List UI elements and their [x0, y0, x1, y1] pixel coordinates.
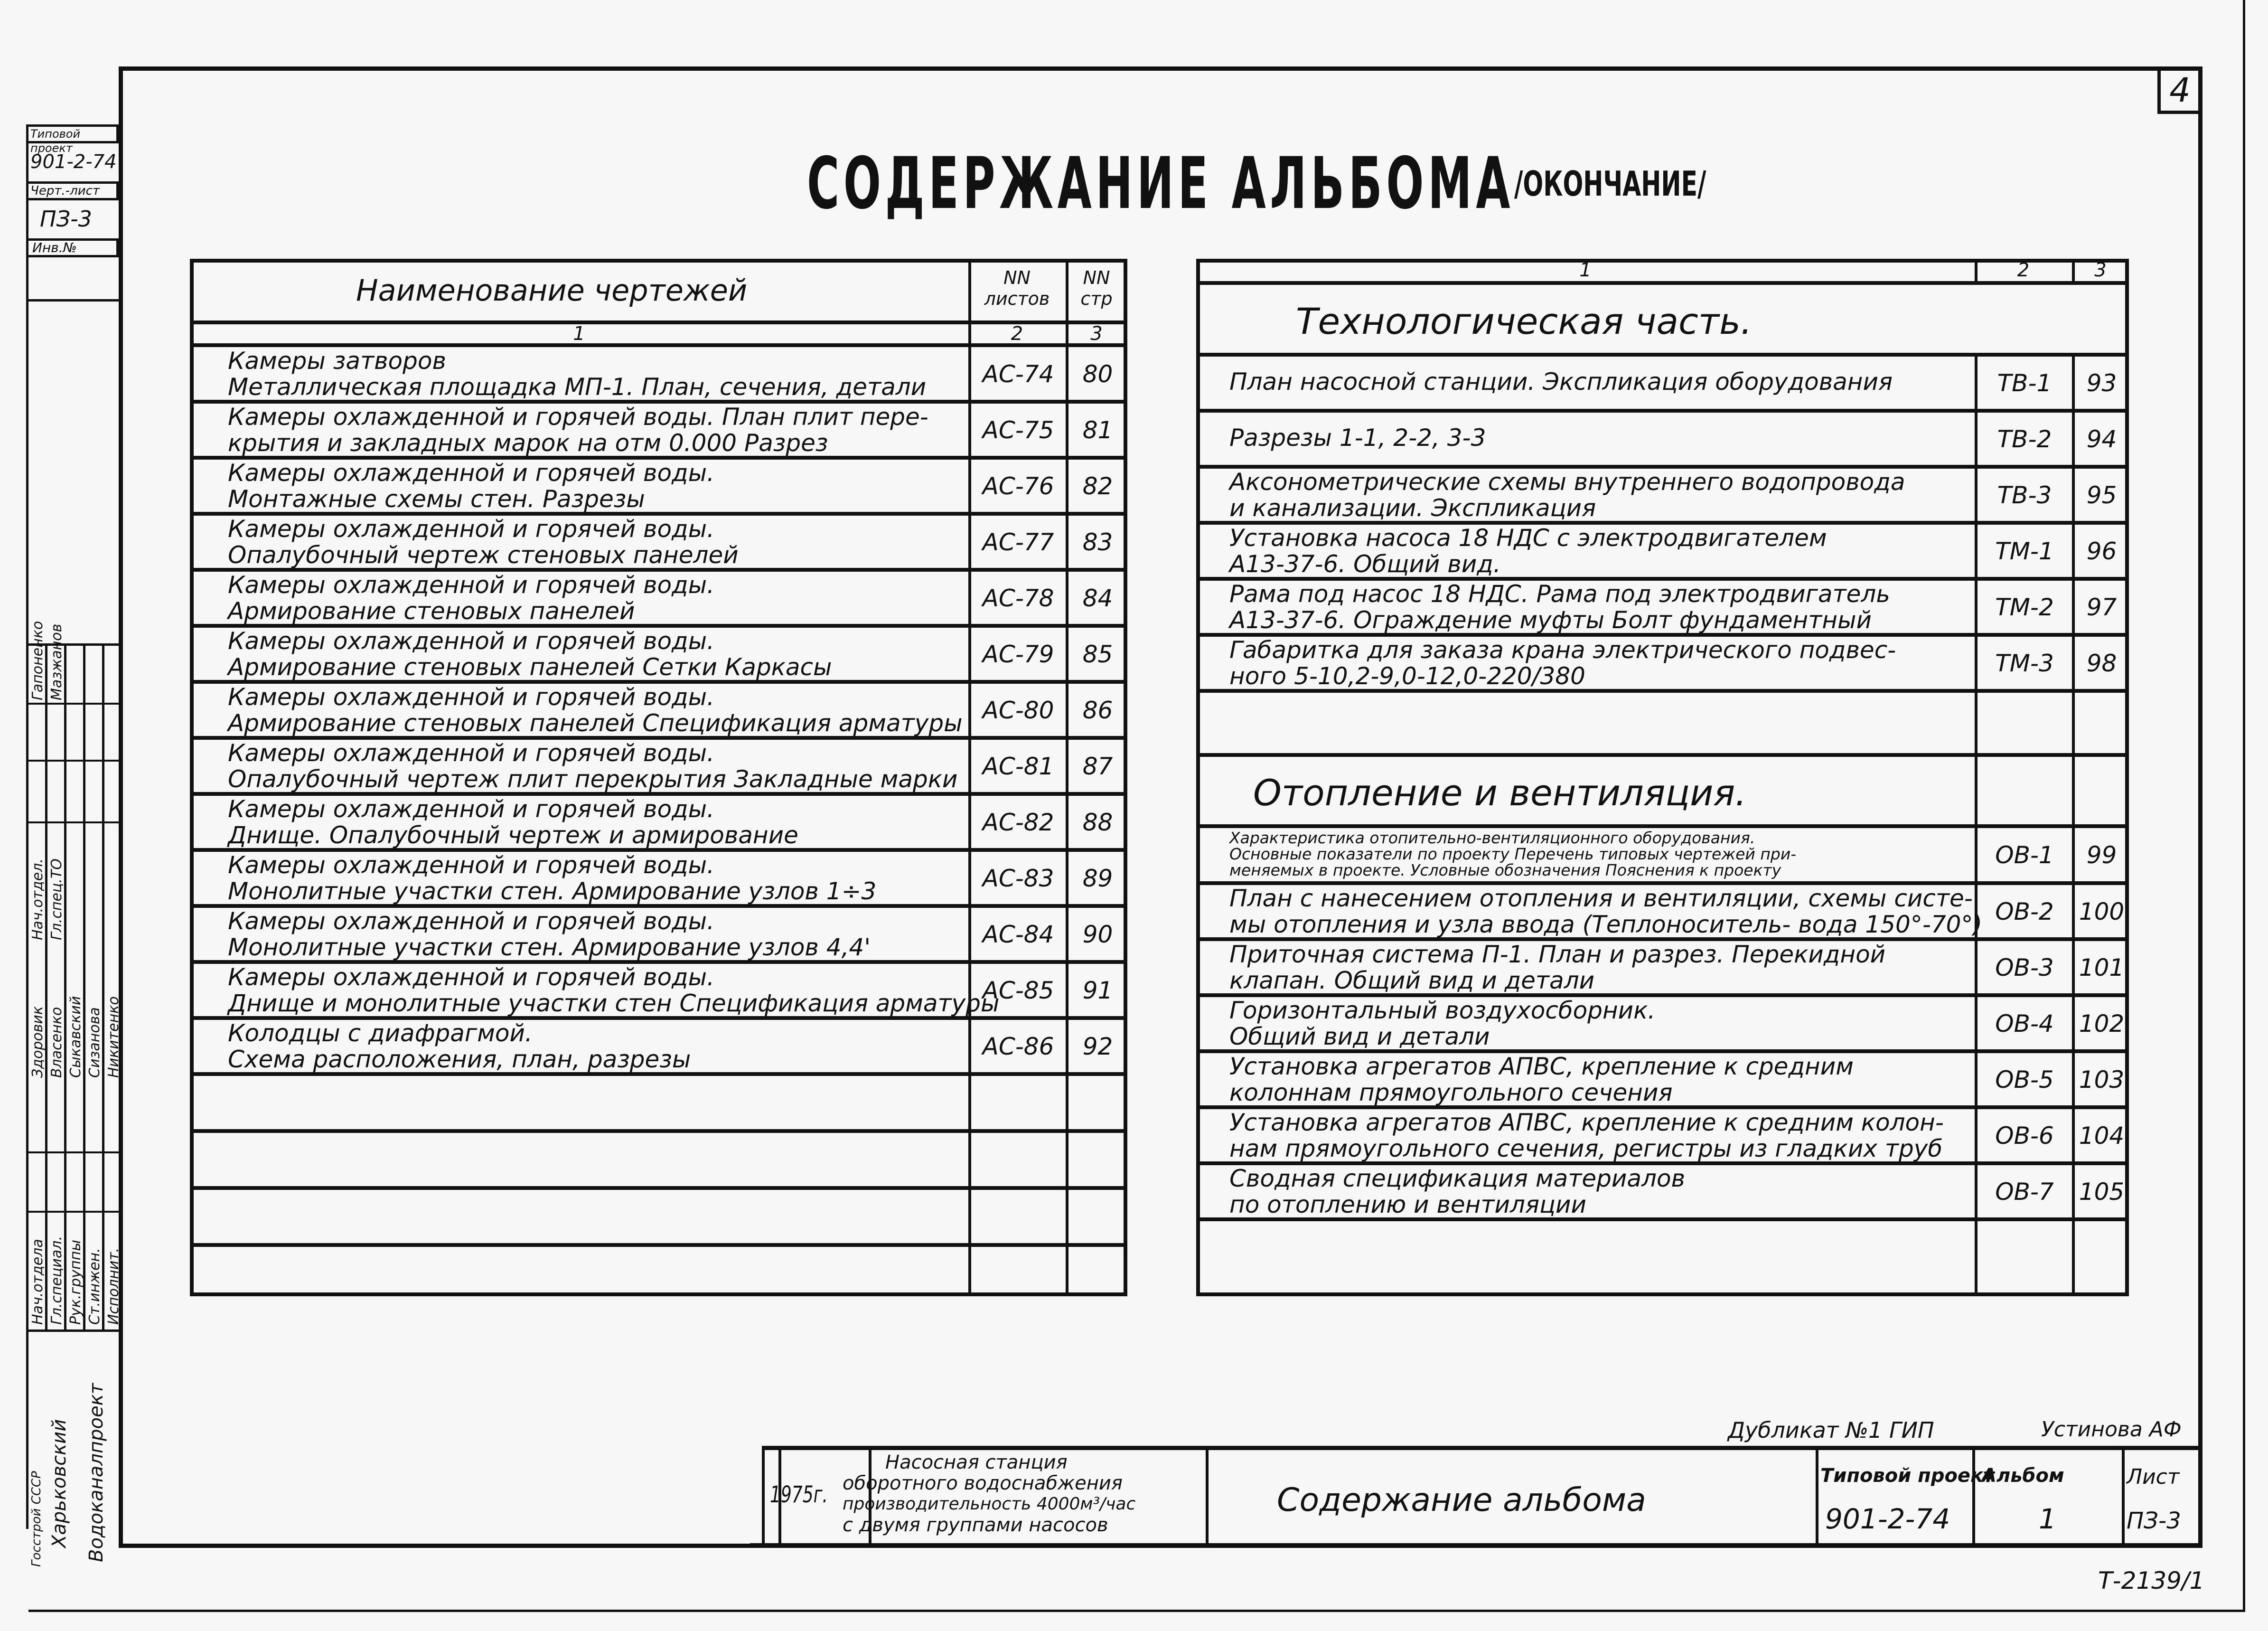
sheet-code: ОВ-1 [1995, 841, 2054, 869]
sheet-code: ОВ-5 [1995, 1066, 2054, 1094]
drawing-name-line: Металлическая площадка МП-1. План, сечения, детали [228, 373, 927, 401]
left-table-header-divider [190, 321, 1127, 324]
title-block-left-line [762, 1446, 765, 1546]
drawing-name [228, 572, 964, 624]
side-stamp-col-line [64, 643, 66, 1329]
drawing-name [228, 852, 964, 905]
side-stamp-col-line [83, 643, 85, 1329]
right-table-colnum-2: 2 [2017, 259, 2030, 281]
drawing-name-line: колоннам прямоугольного сечения [1229, 1079, 1673, 1106]
right-table-col-line [2072, 939, 2075, 995]
title-block-sheet-title: Содержание альбома [1277, 1481, 1646, 1519]
table-row [190, 570, 1127, 626]
right-table-colnum-3: 3 [2094, 259, 2107, 281]
page-number: 87 [1082, 753, 1113, 780]
drawing-name-line: Монолитные участки стен. Армирование узлов 4,4' [228, 933, 871, 961]
drawing-name-line: Армирование стеновых панелей [228, 597, 635, 625]
drawing-name-line: Рама под насос 18 НДС. Рама под электродвигатель [1229, 580, 1890, 608]
drawing-name [1229, 1166, 1970, 1218]
page-number: 97 [2086, 594, 2117, 621]
side-stamp-row-line [26, 821, 119, 823]
title-block-col-line [1816, 1446, 1818, 1546]
drawing-name-line: Камеры охлажденной и горячей воды. [228, 963, 714, 991]
drawing-name-line: мы отопления и узла ввода (Теплоноситель- вода 150°-70°) [1229, 911, 1982, 938]
right-table-col-line [2072, 1107, 2075, 1163]
sheet-code: ТВ-1 [1997, 369, 2052, 397]
drawing-name-line: Монолитные участки стен. Армирование узлов 1÷3 [228, 877, 877, 905]
drawing-name [1229, 1054, 1970, 1106]
left-table-header-name-text: Наименование чертежей [356, 273, 748, 308]
drawing-name-line: Армирование стеновых панелей Спецификация арматуры [228, 709, 963, 737]
drawing-name [228, 460, 964, 512]
sheet-code: ОВ-4 [1995, 1010, 2054, 1037]
right-table-col-line [2072, 1051, 2075, 1107]
section-title: Технологическая часть. [1296, 300, 1753, 342]
section-title: Отопление и вентиляция. [1253, 772, 1747, 814]
right-table-col-line [2072, 355, 2075, 411]
row-divider [1196, 1217, 2129, 1221]
table-row [1196, 1163, 2129, 1219]
right-table-col-line [1975, 355, 1977, 411]
page-number: 86 [1082, 697, 1113, 724]
right-table-col-line [1975, 691, 1977, 755]
right-table-col-line [2072, 467, 2075, 523]
left-contents-table [190, 259, 1127, 1296]
table-row [190, 1018, 1127, 1074]
side-stamp-name-5: Никитенко [105, 996, 122, 1078]
drawing-name-line: клапан. Общий вид и детали [1229, 967, 1595, 994]
page-number: 101 [2079, 954, 2125, 981]
right-table-col-line [1975, 411, 1977, 467]
row-divider [190, 1072, 1127, 1076]
table-row [190, 682, 1127, 738]
drawing-name-line: Монтажные схемы стен. Разрезы [228, 485, 645, 513]
table-row [1196, 826, 2129, 883]
drawing-name-line: Приточная система П-1. План и разрез. Перекидной [1229, 941, 1886, 968]
left-table-colnum-3: 3 [1090, 323, 1103, 345]
page-number: 100 [2079, 898, 2125, 925]
left-table-header-pages [1066, 259, 1127, 323]
sheet-code: ОВ-7 [1995, 1178, 2054, 1206]
table-row [1196, 1051, 2129, 1107]
page-number: 99 [2086, 841, 2117, 869]
drawing-name-line: Армирование стеновых панелей Сетки Каркасы [228, 653, 832, 681]
table-row [1196, 579, 2129, 635]
drawing-name-line: План насосной станции. Экспликация оборудования [1229, 368, 1893, 396]
drawing-name-line: Горизонтальный воздухосборник. [1229, 997, 1656, 1024]
drawing-name-line: Камеры охлажденной и горячей воды. [228, 515, 714, 543]
row-divider [1196, 689, 2129, 693]
drawing-name-line: Камеры охлажденной и горячей воды. [228, 627, 714, 655]
title-block-col-line [2122, 1446, 2125, 1546]
sheet-code: ОВ-6 [1995, 1122, 2054, 1150]
drawing-name [1229, 830, 1970, 878]
page-number: 98 [2086, 650, 2117, 677]
side-stamp-col-line [102, 643, 104, 1329]
right-table-col-line-top [2072, 259, 2075, 283]
left-table-header-name [190, 259, 968, 323]
side-stamp-org-3: Водоканалпроект [85, 1383, 107, 1562]
page-number: 104 [2079, 1122, 2125, 1150]
right-table-col-line-top [1975, 259, 1977, 283]
empty-row-divider [1196, 753, 2129, 757]
drawing-name-line: Основные показатели по проекту Перечень типовых чертежей при- [1229, 845, 1797, 863]
table-row [190, 906, 1127, 962]
right-table-col-line [1975, 826, 1977, 883]
right-table-col-line [2072, 755, 2075, 826]
right-table-col-line [1975, 1051, 1977, 1107]
archive-number: Т-2139/1 [2098, 1567, 2205, 1594]
drawing-name-line: А13-37-6. Ограждение муфты Болт фундаментный [1229, 606, 1872, 634]
drawing-name [228, 963, 1000, 1017]
typical-project-value: 901-2-74 [1825, 1503, 1950, 1535]
sheet-code: АС-86 [982, 1033, 1054, 1060]
drawing-name [228, 908, 964, 961]
drawing-name [228, 740, 964, 792]
table-row [1196, 995, 2129, 1051]
side-stamp-project-number: 901-2-74 [30, 151, 117, 173]
drawing-name-line: Камеры охлажденной и горячей воды. [228, 459, 714, 487]
right-table-col-line [2072, 1219, 2075, 1296]
side-stamp-grid-bottom [26, 1329, 119, 1332]
side-stamp-row-line [26, 703, 119, 705]
right-table-col-line [2072, 635, 2075, 691]
left-table-colnum-2: 2 [1011, 323, 1023, 345]
side-stamp-row-line [26, 1151, 119, 1153]
right-contents-table [1196, 259, 2129, 1296]
sheet-code: ТМ-1 [1995, 537, 2054, 565]
side-stamp-extra-name-1: Гапоненко [29, 621, 46, 700]
side-stamp-role-5: Исполнит. [105, 1247, 122, 1325]
sheet-label: Лист [2127, 1465, 2180, 1489]
drawing-name-line: Сводная спецификация материалов [1229, 1165, 1686, 1192]
drawing-name [1229, 469, 1970, 521]
sheet-code: АС-85 [982, 977, 1054, 1004]
drawing-name-line: Камеры охлажденной и горячей воды. [228, 795, 714, 823]
side-stamp-sheet-label-cell [26, 181, 119, 200]
drawing-name [228, 684, 964, 736]
drawing-name-line: План с нанесением отопления и вентиляции, схемы систе- [1229, 885, 1973, 912]
page-number: 80 [1082, 360, 1113, 388]
title-block-project-name [843, 1452, 1203, 1536]
album-value: 1 [2039, 1503, 2056, 1535]
side-stamp-name-1: Здоровик [29, 1006, 46, 1078]
table-row [1196, 1107, 2129, 1163]
right-table-col-line [1975, 1219, 1977, 1296]
gip-name: Устинова АФ [2041, 1417, 2182, 1442]
right-table-col-line [1975, 1163, 1977, 1219]
page-number: 92 [1082, 1033, 1113, 1060]
drawing-name-line: Установка насоса 18 НДС с электродвигателем [1229, 524, 1827, 552]
title-block-col-line [1206, 1446, 1209, 1546]
duplicate-note: Дубликат №1 ГИП [1728, 1417, 1934, 1443]
page-bottom-line [28, 1610, 2244, 1612]
page-number: 93 [2086, 369, 2117, 397]
page-number: 89 [1082, 865, 1113, 892]
left-table-header-sheets-text: NN листов [984, 267, 1050, 309]
side-stamp-row-line [26, 1211, 119, 1213]
table-row [1196, 523, 2129, 579]
drawing-name-line: крытия и закладных марок на отм 0.000 Разрез [228, 429, 828, 457]
right-table-col-line [1975, 939, 1977, 995]
page-number: 103 [2079, 1066, 2125, 1094]
page-number: 84 [1082, 585, 1113, 612]
right-table-col-line [1975, 579, 1977, 635]
side-stamp-left-border [26, 256, 28, 1529]
side-stamp-name-4: Сизанова [86, 1007, 103, 1078]
side-stamp-divider [26, 299, 119, 302]
page-number: 102 [2079, 1010, 2125, 1037]
table-row [190, 794, 1127, 850]
sheet-code: АС-82 [982, 809, 1054, 836]
side-stamp-row-line [26, 760, 119, 762]
table-row [190, 962, 1127, 1018]
page-number: 88 [1082, 809, 1113, 836]
page-number: 91 [1082, 977, 1113, 1004]
drawing-name-line: Камеры охлажденной и горячей воды. План плит пере- [228, 403, 928, 431]
side-stamp-sheet-label: Черт.-лист [30, 184, 100, 198]
table-row [190, 514, 1127, 570]
drawing-name-line: Днище и монолитные участки стен Спецификация арматуры [228, 990, 1000, 1017]
drawing-name-line: Опалубочный чертеж стеновых панелей [228, 541, 739, 569]
page-title-suffix: /ОКОНЧАНИЕ/ [1514, 164, 1706, 204]
page-number: 82 [1082, 472, 1113, 500]
drawing-name-line: Общий вид и детали [1229, 1023, 1490, 1050]
side-stamp-sheet-number: ПЗ-3 [40, 206, 92, 232]
empty-row-divider [190, 1243, 1127, 1247]
sheet-code: АС-83 [982, 865, 1054, 892]
side-stamp-project-label-cell [26, 124, 119, 155]
side-stamp-role-1: Нач.отдела [29, 1239, 46, 1325]
drawing-name-line: Днище. Опалубочный чертеж и армирование [228, 821, 798, 849]
side-stamp-inv-label-cell [26, 238, 119, 257]
page-number: 90 [1082, 921, 1113, 948]
page-number: 85 [1082, 641, 1113, 668]
table-row [190, 626, 1127, 682]
table-row [1196, 411, 2129, 467]
right-table-col-line [2072, 523, 2075, 579]
sheet-code: АС-80 [982, 697, 1054, 724]
title-block-year: 1975г. [770, 1481, 828, 1508]
drawing-name-line: Разрезы 1-1, 2-2, 3-3 [1229, 424, 1486, 452]
right-table-colnum-1: 1 [1579, 259, 1592, 281]
side-stamp-role-2: Гл.специал. [48, 1235, 65, 1325]
side-stamp-extra-role-2: Гл.спец.ТО [48, 858, 65, 940]
drawing-name-line: Камеры охлажденной и горячей воды. [228, 571, 714, 599]
drawing-name-line: Колодцы с диафрагмой. [228, 1019, 533, 1047]
side-stamp-inv-label: Инв.№ [32, 240, 77, 255]
drawing-name-line: Камеры охлажденной и горячей воды. [228, 683, 714, 711]
corner-sheet-number: 4 [2169, 71, 2191, 110]
sheet-code: АС-77 [982, 528, 1054, 556]
table-row [190, 850, 1127, 906]
right-table-col-line [2072, 691, 2075, 755]
side-stamp-name-3: Сыкавский [67, 996, 84, 1078]
drawing-name-line: нам прямоугольного сечения, регистры из гладких труб [1229, 1135, 1943, 1162]
table-row [1196, 939, 2129, 995]
drawing-name [1229, 998, 1970, 1050]
drawing-name [228, 516, 964, 568]
side-stamp-org-1: Госстрой СССР [29, 1471, 44, 1567]
sheet-code: АС-76 [982, 472, 1054, 500]
drawing-name-line: Схема расположения, план, разрезы [228, 1046, 691, 1073]
sheet-code: ТМ-3 [1995, 650, 2054, 677]
drawing-name-line: меняемых в проекте. Условные обозначения Пояснения к проекту [1229, 861, 1781, 879]
title-block-col-line [1972, 1446, 1975, 1546]
page-number: 105 [2079, 1178, 2125, 1206]
right-table-col-line [1975, 995, 1977, 1051]
drawing-name-line: Характеристика отопительно-вентиляционного оборудования. [1229, 829, 1755, 847]
drawing-name-line: Опалубочный чертеж плит перекрытия Закладные марки [228, 765, 958, 793]
right-table-col-line [1975, 1107, 1977, 1163]
drawing-name-line: по отоплению и вентиляции [1229, 1191, 1587, 1218]
drawing-name-line: Установка агрегатов АПВС, крепление к средним колон- [1229, 1109, 1944, 1136]
drawing-name-line: Габаритка для заказа крана электрического подвес- [1229, 636, 1896, 664]
side-stamp-extra-name-2: Мазжанов [48, 623, 65, 700]
sheet-value: ПЗ-3 [2127, 1508, 2181, 1534]
right-table-col-line [1975, 755, 1977, 826]
side-stamp-sheet-number-cell [26, 200, 119, 238]
drawing-name [228, 628, 964, 680]
sheet-code: АС-74 [982, 360, 1054, 388]
title-block-top-line [762, 1446, 2202, 1450]
drawing-name [1229, 369, 1970, 395]
title-block-bottom-line [750, 1543, 2202, 1547]
project-name-line: с двумя группами насосов [843, 1514, 1108, 1536]
drawing-name [1229, 525, 1970, 577]
sheet-code: ТВ-2 [1997, 425, 2052, 453]
sheet-code: АС-79 [982, 641, 1054, 668]
empty-row-divider [190, 1129, 1127, 1133]
side-stamp-project-label: Типовой проект [30, 127, 81, 155]
side-stamp-col-line [45, 643, 47, 1329]
right-table-col-line [1975, 635, 1977, 691]
drawing-name-line: А13-37-6. Общий вид. [1229, 550, 1501, 578]
drawing-name-line: Установка агрегатов АПВС, крепление к средним [1229, 1053, 1854, 1080]
page-number: 95 [2086, 481, 2117, 509]
empty-row-divider [190, 1186, 1127, 1190]
drawing-name-line: Камеры охлажденной и горячей воды. [228, 851, 714, 879]
page-edge-line [2243, 0, 2245, 1612]
drawing-name [228, 404, 964, 456]
drawing-name-line: Аксонометрические схемы внутреннего водопровода [1229, 468, 1905, 496]
drawing-name [228, 796, 964, 848]
right-table-col-line [1975, 883, 1977, 939]
drawing-name [1229, 1110, 1970, 1162]
table-row [1196, 467, 2129, 523]
right-table-col-line [2072, 1163, 2075, 1219]
table-row [190, 402, 1127, 458]
drawing-name [1229, 637, 1970, 689]
drawing-name-line: Камеры затворов [228, 347, 446, 375]
right-table-col-line [2072, 411, 2075, 467]
right-table-col-line [2072, 995, 2075, 1051]
right-table-col-line [2072, 883, 2075, 939]
drawing-name-line: Камеры охлажденной и горячей воды. [228, 739, 714, 767]
typical-project-label: Типовой проект [1820, 1465, 1995, 1487]
sheet-code: ТМ-2 [1995, 594, 2054, 621]
project-name-line: оборотного водоснабжения [843, 1472, 1123, 1494]
table-row [190, 458, 1127, 514]
side-stamp-role-4: Ст.инжен. [86, 1248, 103, 1325]
drawing-name [1229, 425, 1970, 451]
sheet-code: АС-81 [982, 753, 1054, 780]
drawing-name [228, 1020, 964, 1073]
table-row [1196, 635, 2129, 691]
page-title: СОДЕРЖАНИЕ АЛЬБОМА [807, 142, 1515, 225]
left-table-colnum-1: 1 [573, 323, 585, 345]
drawing-name [1229, 942, 1970, 994]
left-table-header-sheets [968, 259, 1066, 323]
table-row [1196, 355, 2129, 411]
sheet-code: АС-78 [982, 585, 1054, 612]
drawing-name [1229, 885, 1982, 938]
sheet-code: АС-75 [982, 416, 1054, 444]
page-number: 81 [1082, 416, 1113, 444]
left-table-header-pages-text: NN стр [1080, 267, 1113, 309]
project-name-line: Насосная станция [885, 1452, 1068, 1473]
corner-sheet-box [2157, 66, 2202, 114]
side-stamp-org-2: Харьковский [48, 1419, 70, 1548]
page-number: 96 [2086, 537, 2117, 565]
right-table-col-line [1975, 523, 1977, 579]
table-row [190, 346, 1127, 402]
side-stamp-project-number-cell [26, 143, 119, 181]
drawing-name-line: ного 5-10,2-9,0-12,0-220/380 [1229, 662, 1585, 690]
drawing-name-line: Камеры охлажденной и горячей воды. [228, 907, 714, 935]
drawing-name-line: и канализации. Экспликация [1229, 494, 1596, 522]
side-stamp-name-2: Власенко [48, 1007, 65, 1078]
drawing-name [228, 348, 964, 400]
side-stamp-role-3: Рук.группы [67, 1240, 84, 1325]
album-label: Альбом [1982, 1465, 2064, 1487]
side-stamp-extra-role-1: Нач.отдел. [29, 858, 46, 940]
page-number: 94 [2086, 425, 2117, 453]
right-table-colnum-divider [1196, 281, 2129, 285]
project-name-line: производительность 4000м³/час [843, 1494, 1136, 1514]
page-number: 83 [1082, 528, 1113, 556]
right-table-col-line [1975, 467, 1977, 523]
sheet-code: ТВ-3 [1997, 481, 2052, 509]
sheet-code: ОВ-3 [1995, 954, 2054, 981]
sheet-code: АС-84 [982, 921, 1054, 948]
table-row [1196, 883, 2129, 939]
drawing-name [1229, 581, 1970, 633]
sheet-code: ОВ-2 [1995, 898, 2054, 925]
table-row [190, 738, 1127, 794]
right-table-col-line [2072, 579, 2075, 635]
right-table-col-line [2072, 826, 2075, 883]
